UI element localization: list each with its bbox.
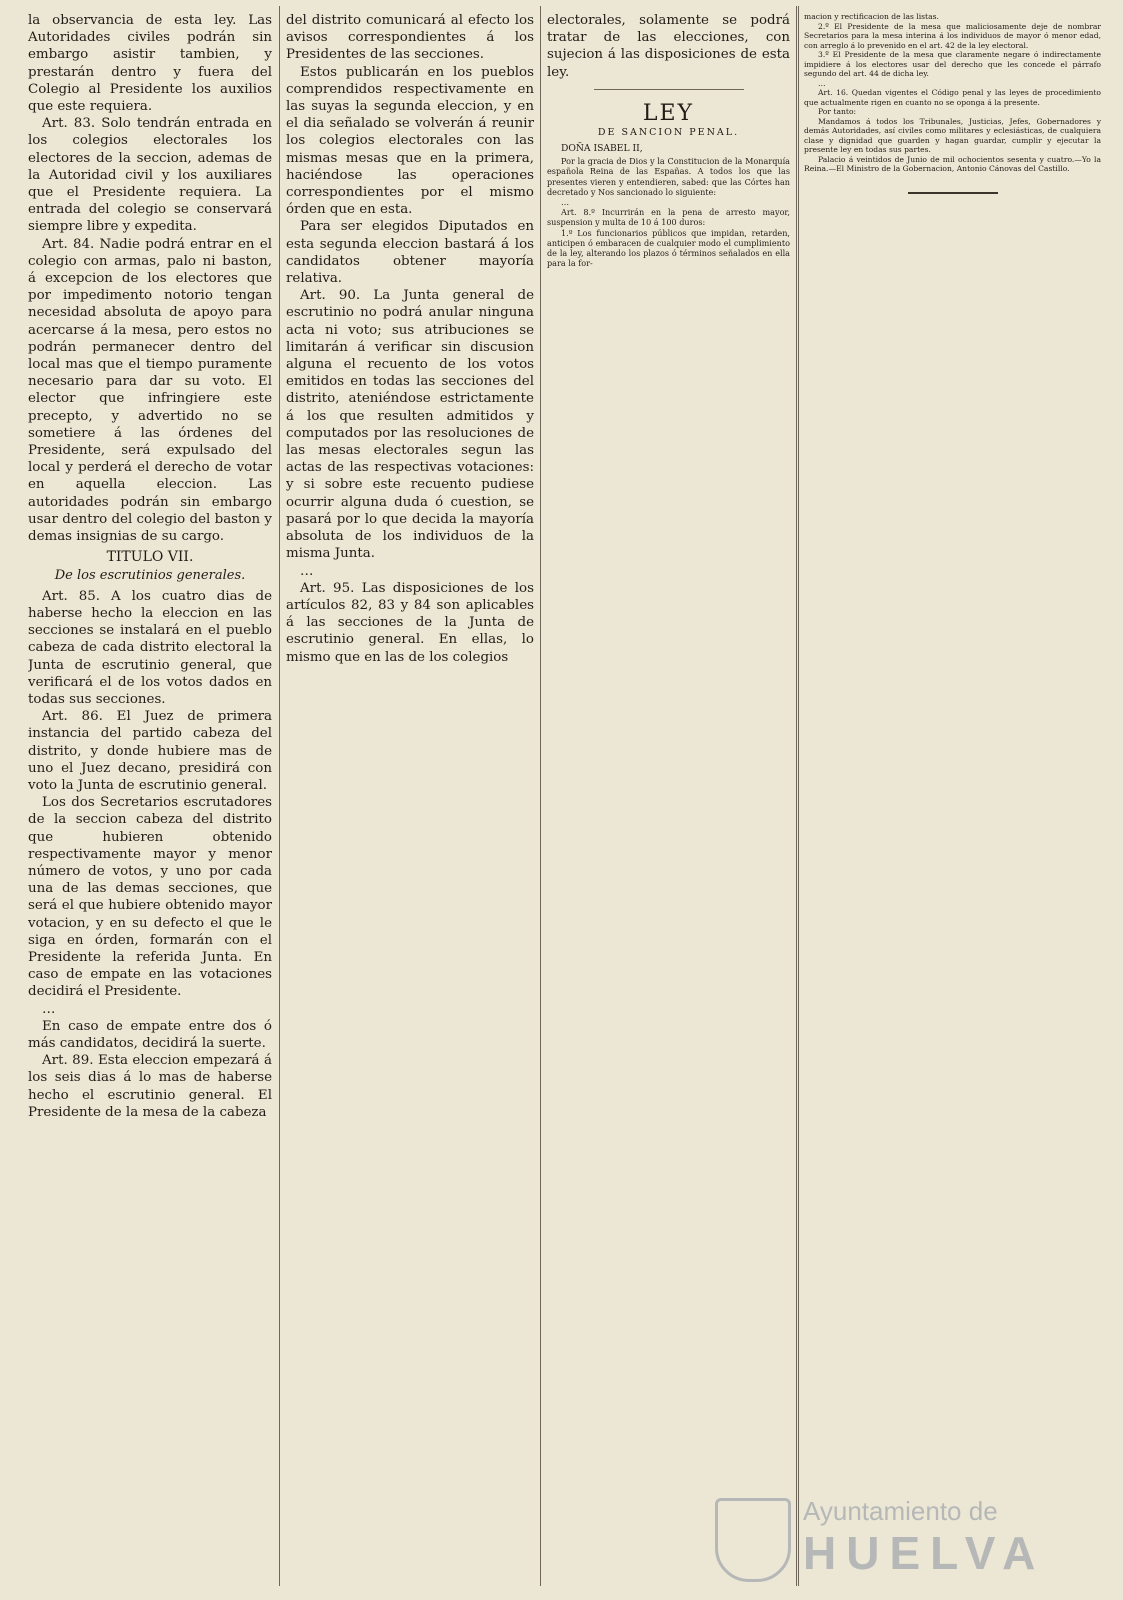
- column-rule-3: [796, 6, 799, 1586]
- article: Art. 84. Nadie podrá entrar en el colegio con armas, palo ni baston, á excepcion de los electores que por impedimento notorio tengan necesidad absoluta de apoyo para acercarse á la mesa, pero estos no podrán permanecer dentro del local mas que el tiempo puramente necesario para dar su voto. El elector que infringiere este precepto, y advertido no se sometiere á las órdenes del Presidente, será expulsado del local y perderá el derecho de votar en aquella eleccion. Las autoridades podrán sin embargo usar dentro del colegio del baston y demas insignias de su cargo.: [28, 236, 272, 545]
- article-item: 1.º Los funcionarios públicos que impidan, retarden, anticipen ó embaracen de cualquier modo el cumplimiento de la ley, alterando los plazos ó términos señalados en ella para la for-: [547, 227, 790, 269]
- paragraph: Por tanto:: [818, 107, 857, 116]
- article-item: 2.º El Presidente de la mesa que maliciosamente deje de nombrar Secretarios para la mesa interina á los individuos de mayor ó menor edad, con arreglo á lo prevenido en el art. 42 de la ley electoral.: [804, 21, 1101, 50]
- article: Art. 16. Quedan vigentes el Código penal y las leyes de procedimiento que actualmente rigen en cuanto no se oponga á la presente.: [804, 88, 1101, 107]
- law-subtitle: DE SANCION PENAL.: [597, 126, 740, 138]
- article: …: [561, 197, 570, 208]
- article-item: 3.º El Presidente de la mesa que claramente negare ó indirectamente impidiere á los electores usar del derecho que les concede el párrafo segundo del art. 44 de dicha ley.: [804, 50, 1101, 78]
- coat-of-arms-icon: [715, 1498, 791, 1582]
- article: Art. 90. La Junta general de escrutinio no podrá anular ninguna acta ni voto; sus atribuciones se limitarán á verificar sin discusion alguna el recuento de los votos emitidos en todas las secciones del distrito, ateniéndose estrictamente á los que resulten admitidos y computados por las resoluciones de las mesas electorales segun las actas de las respectivas votaciones: y si sobre este recuento pudiese ocurrir alguna duda ó cuestion, se pasará por lo que decida la mayoría absoluta de los individuos de la misma Junta.: [286, 288, 534, 562]
- signature-line: Palacio á veintidos de Junio de mil ochocientos sesenta y cuatro.—Yo la Reina.—El Ministro de la Gobernacion, Antonio Cánovas del Castillo.: [804, 154, 1101, 173]
- article: Art. 83. Solo tendrán entrada en los colegios electorales los electores de la seccion, ademas de la Autoridad civil y los auxiliares que el Presidente requiera. La entrada del colegio se conservará siempre libre y expedita.: [28, 116, 272, 235]
- paragraph: Para ser elegidos Diputados en esta segunda eleccion bastará á los candidatos obtener mayoría relativa.: [286, 219, 534, 287]
- column-rule-1: [279, 6, 280, 1586]
- watermark: [715, 1492, 1105, 1582]
- section-subtitle: De los escrutinios generales.: [54, 567, 246, 583]
- article: Art. 86. El Juez de primera instancia del partido cabeza del distrito, y donde hubiere mas de uno el Juez decano, presidirá con voto la Junta de escrutinio general.: [28, 709, 272, 793]
- paragraph: Mandamos á todos los Tribunales, Justicias, Jefes, Gobernadores y demás Autoridades, así civiles como militares y eclesiásticas, de cualquiera clase y dignidad que guarden y hagan guardar, cumplir y ejecutar la presente ley en todas sus partes.: [804, 116, 1101, 154]
- article: Art. 89. Esta eleccion empezará á los seis dias á lo mas de haberse hecho el escrutinio general. El Presidente de la mesa de la cabeza: [28, 1053, 272, 1120]
- column-3: [547, 12, 790, 1580]
- paragraph: Los dos Secretarios escrutadores de la seccion cabeza del distrito que hubieren obtenido respectivamente mayor y menor número de votos, y uno por cada una de las demas secciones, que será el que hubiere obtenido mayor votacion, y en su defecto el que le siga en órden, formarán con el Presidente la referida Junta. En caso de empate en las votaciones decidirá el Presidente.: [28, 795, 272, 1000]
- paragraph: En caso de empate entre dos ó más candidatos, decidirá la suerte.: [28, 1018, 272, 1051]
- end-ornament: [908, 192, 998, 194]
- column-1: [28, 12, 272, 1580]
- preamble: Por la gracia de Dios y la Constitucion de la Monarquía española Reina de las Españas. A todos los que las presentes vieren y entendieren, sabed: que las Córtes han decretado y Nos sancionado lo siguiente:: [547, 156, 790, 197]
- column-rule-2: [540, 6, 541, 1586]
- article: Art. 85. A los cuatro dias de haberse hecho la eleccion en las secciones se instalará en el pueblo cabeza de cada distrito electoral la Junta de escrutinio general, que verificará el de los votos dados en todas sus secciones.: [28, 588, 272, 707]
- section-title: TITULO VII.: [106, 549, 194, 566]
- column-2: [286, 12, 534, 1580]
- divider: [594, 89, 744, 90]
- paragraph: Estos publicarán en los pueblos comprendidos respectivamente en las suyas la segunda eleccion, y en el dia señalado se volverán á reunir los colegios electorales con las mismas mesas que en la primera, haciéndose las operaciones correspondientes por el mismo órden que en esta.: [286, 64, 534, 218]
- article: …: [300, 563, 314, 579]
- watermark-line-1: Ayuntamiento de: [803, 1496, 998, 1526]
- paragraph: la observancia de esta ley. Las Autoridades civiles podrán sin embargo asistir tambien, y prestarán dentro y fuera del Colegio al Presidente los auxilios que este requiera.: [28, 13, 272, 115]
- article: …: [818, 78, 826, 88]
- monarch-name: DOÑA ISABEL II,: [561, 143, 643, 155]
- column-4: [804, 12, 1101, 1580]
- article: …: [42, 1001, 56, 1017]
- article: Art. 8.º Incurrirán en la pena de arresto mayor, suspension y multa de 10 á 100 duros:: [547, 207, 790, 228]
- watermark-line-2: HUELVA: [803, 1527, 1046, 1579]
- law-title: LEY: [642, 100, 695, 126]
- paragraph: electorales, solamente se podrá tratar de las elecciones, con sujecion á las disposiciones de esta ley.: [547, 13, 790, 80]
- paragraph: del distrito comunicará al efecto los avisos correspondientes á los Presidentes de las secciones.: [286, 13, 534, 63]
- article: Art. 95. Las disposiciones de los artículos 82, 83 y 84 son aplicables á las secciones de la Junta de escrutinio general. En ellas, lo mismo que en las de los colegios: [286, 580, 534, 665]
- paragraph: macion y rectificacion de las listas.: [804, 12, 939, 21]
